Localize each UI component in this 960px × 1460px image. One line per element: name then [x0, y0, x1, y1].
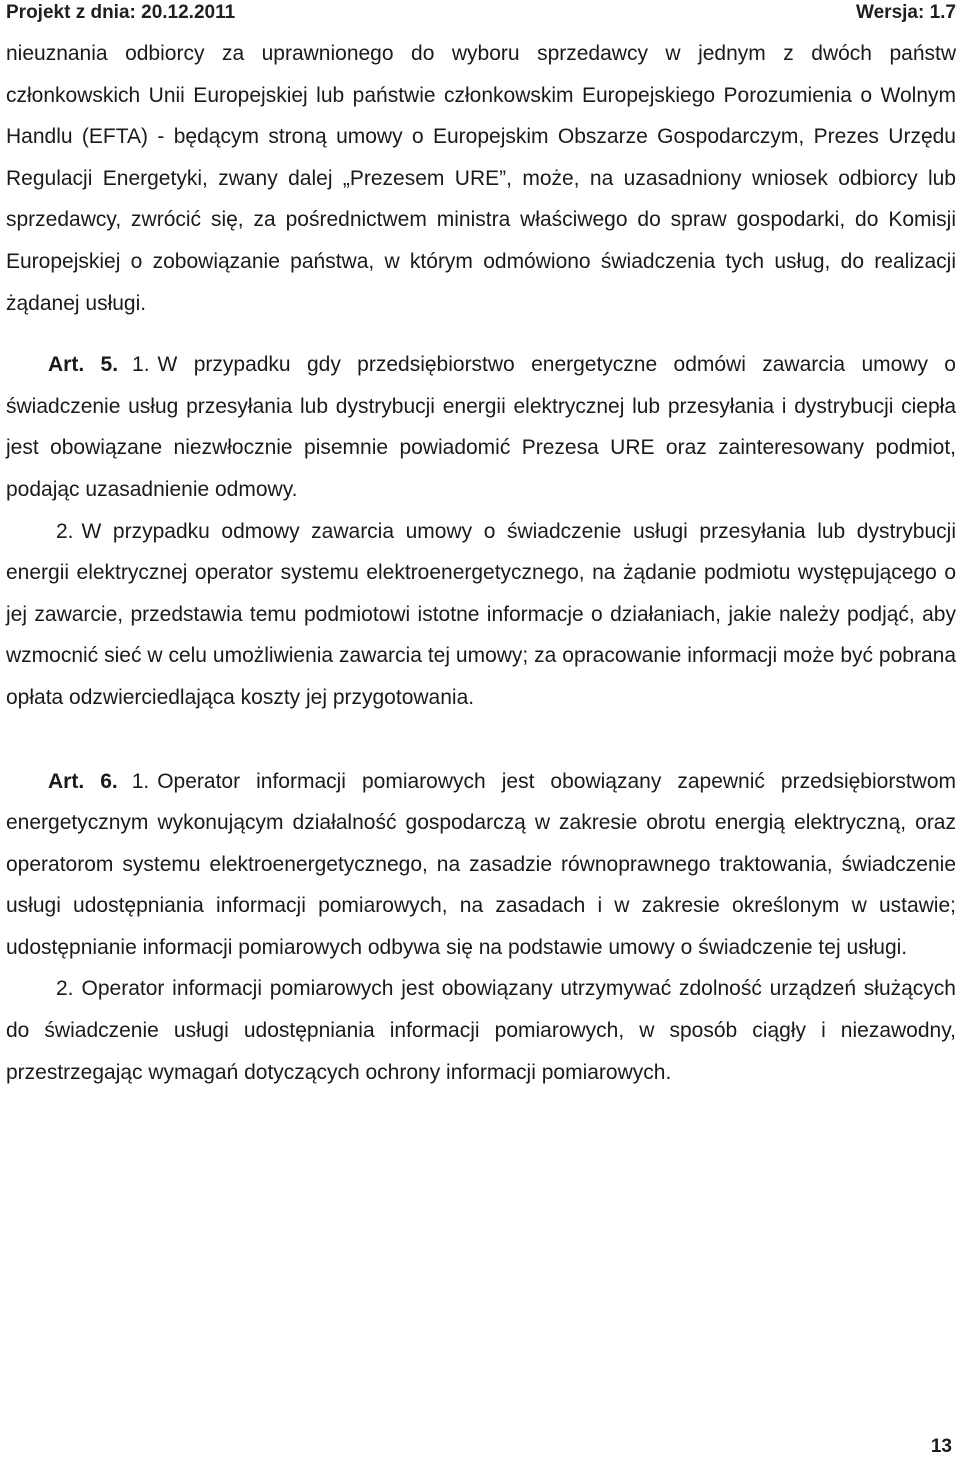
article-5-section-1: [6, 344, 956, 510]
section-number: 1.: [131, 769, 150, 793]
section-text: W przypadku odmowy zawarcia umowy o świadczenie usługi przesyłania lub dystrybucji energii elektrycznej operator systemu elektroenergetycznego, na żądanie podmiotu występującego o jej zawarcie, przedstawia temu podmiotowi istotne informacje o działaniach, jakie należy podjąć, aby wzmocnić sieć w celu umożliwienia zawarcia tej umowy; za opracowanie informacji może być pobrana opłata odzwierciedlająca koszty jej przygotowania.: [6, 519, 956, 709]
page-header: [0, 0, 960, 30]
article-6-section-2: [6, 968, 956, 1093]
project-date: Projekt z dnia: 20.12.2011: [6, 2, 236, 23]
section-text: W przypadku gdy przedsiębiorstwo energetyczne odmówi zawarcia umowy o świadczenie usług przesyłania lub dystrybucji energii elektrycznej lub przesyłania i dystrybucji ciepła jest obowiązane niezwłocznie pisemnie powiadomić Prezesa URE oraz zainteresowany podmiot, podając uzasadnienie odmowy.: [6, 353, 956, 501]
section-text: Operator informacji pomiarowych jest obowiązany utrzymywać zdolność urządzeń służących do świadczenie usługi udostępniania informacji pomiarowych, w sposób ciągły i niezawodny, przestrzegając wymagań dotyczących ochrony informacji pomiarowych.: [6, 977, 956, 1084]
version-label: Wersja: 1.7: [856, 2, 956, 23]
section-number: 2.: [56, 519, 74, 543]
article-6-section-1: [6, 761, 956, 969]
article-6-label: Art. 6.: [48, 769, 118, 793]
section-number: 2.: [56, 977, 74, 1001]
article-5-label: Art. 5.: [48, 353, 119, 377]
article-5-section-2: [6, 511, 956, 719]
section-text: Operator informacji pomiarowych jest obowiązany zapewnić przedsiębiorstwom energetycznym wykonującym działalność gospodarczą w zakresie obrotu energią elektryczną, oraz operatorom systemu elektroenergetycznego, na zasadzie równoprawnego traktowania, świadczenie usługi udostępniania informacji pomiarowych, na zasadach i w zakresie określonym w ustawie; udostępnianie informacji pomiarowych odbywa się na podstawie umowy o świadczenie tej usługi.: [6, 769, 956, 959]
document-body: [6, 33, 956, 1093]
paragraph-continuation: nieuznania odbiorcy za uprawnionego do wyboru sprzedawcy w jednym z dwóch państw członkowskich Unii Europejskiej lub państwie członkowskim Europejskiego Porozumienia o Wolnym Handlu (EFTA) - będącym stroną umowy o Europejskim Obszarze Gospodarczym, Prezes Urzędu Regulacji Energetyki, zwany dalej „Prezesem URE”, może, na uzasadniony wniosek odbiorcy lub sprzedawcy, zwrócić się, za pośrednictwem ministra właściwego do spraw gospodarki, do Komisji Europejskiej o zobowiązanie państwa, w którym odmówiono świadczenia tych usług, do realizacji żądanej usługi.: [6, 42, 956, 315]
section-number: 1.: [132, 353, 150, 377]
page-number: 13: [930, 1436, 952, 1457]
